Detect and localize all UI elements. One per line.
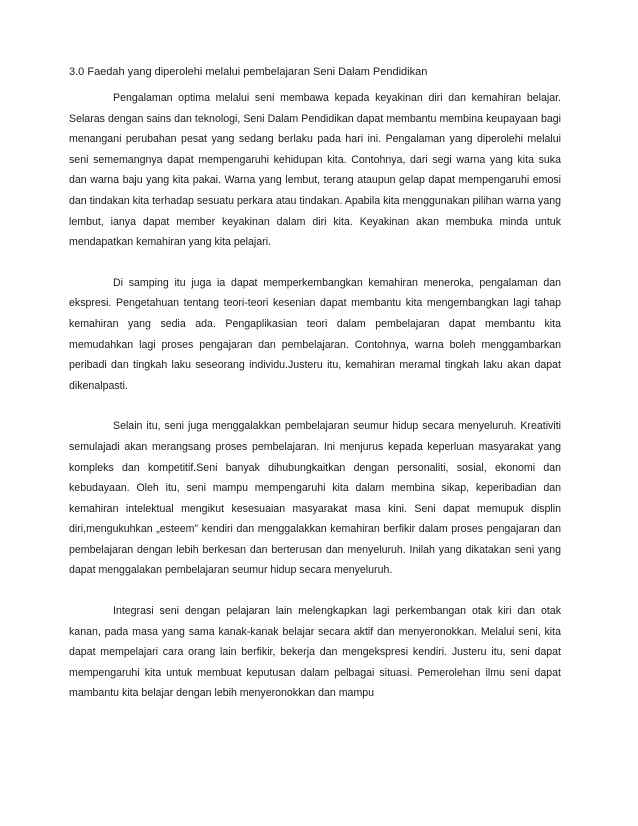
section-heading: 3.0 Faedah yang diperolehi melalui pembelajaran Seni Dalam Pendidikan — [69, 66, 428, 78]
paragraph-3: Selain itu, seni juga menggalakkan pembelajaran seumur hidup secara menyeluruh. Kreativiti semulajadi akan merangsang proses pembelajaran. Ini menjurus kepada keperluan masyarakat yang kompleks dan kompetitif.Seni banyak dihubungkaitkan dengan personaliti, sosial, ekonomi dan kebudayaan. Oleh itu, seni mampu mempengaruhi kita dalam membina sikap, keperibadian dan kemahiran intelektual mengikut kesesuaian masyarakat masa kini. Seni dapat memupuk displin diri,mengukuhkan „esteem” kendiri dan menggalakkan kemahiran berfikir dalam proses pengajaran dan pembelajaran dengan lebih berkesan dan berterusan dan menyeluruh. Inilah yang dikatakan seni yang dapat menggalakan pembelajaran seumur hidup secara menyeluruh. — [69, 420, 561, 577]
document-page — [69, 65, 561, 724]
paragraph-2: Di samping itu juga ia dapat memperkembangkan kemahiran meneroka, pengalaman dan ekspresi. Pengetahuan tentang teori-teori kesenian dapat membantu kita mengembangkan lagi tahap kemahiran yang sedia ada. Pengaplikasian teori dalam pembelajaran dapat membantu kita memudahkan lagi proses pengajaran dan pembelajaran. Contohnya, warna boleh menggambarkan peribadi dan tingkah laku seseorang individu.Justeru itu, kemahiran meramal tingkah laku akan dapat dikenalpasti. — [69, 276, 561, 392]
paragraph-1: Pengalaman optima melalui seni membawa kepada keyakinan diri dan kemahiran belajar. Selaras dengan sains dan teknologi, Seni Dalam Pendidikan dapat membantu membina keupayaan bagi menangani perubahan pesat yang sedang berlaku pada hari ini. Pengalaman yang diperolehi melalui seni sememangnya dapat mempengaruhi kehidupan kita. Contohnya, dari segi warna yang kita suka dan warna baju yang kita pakai. Warna yang lembut, terang ataupun gelap dapat mempengaruhi emosi dan tindakan kita terhadap sesuatu perkara atau tindakan. Apabila kita menggunakan pilihan warna yang lembut, ianya dapat member keyakinan dalam diri kita. Keyakinan akan membuka minda untuk mendapatkan kemahiran yang kita pelajari. — [69, 92, 561, 249]
paragraph-4: Integrasi seni dengan pelajaran lain melengkapkan lagi perkembangan otak kiri dan otak kanan, pada masa yang sama kanak-kanak belajar secara aktif dan menyeronokkan. Melalui seni, kita dapat mempelajari cara orang lain berfikir, bekerja dan mengekspresi kendiri. Justeru itu, seni dapat mempengaruhi kita untuk membuat keputusan dalam pelbagai situasi. Pemerolehan ilmu seni dapat mambantu kita belajar dengan lebih menyeronokkan dan mampu — [69, 605, 561, 700]
